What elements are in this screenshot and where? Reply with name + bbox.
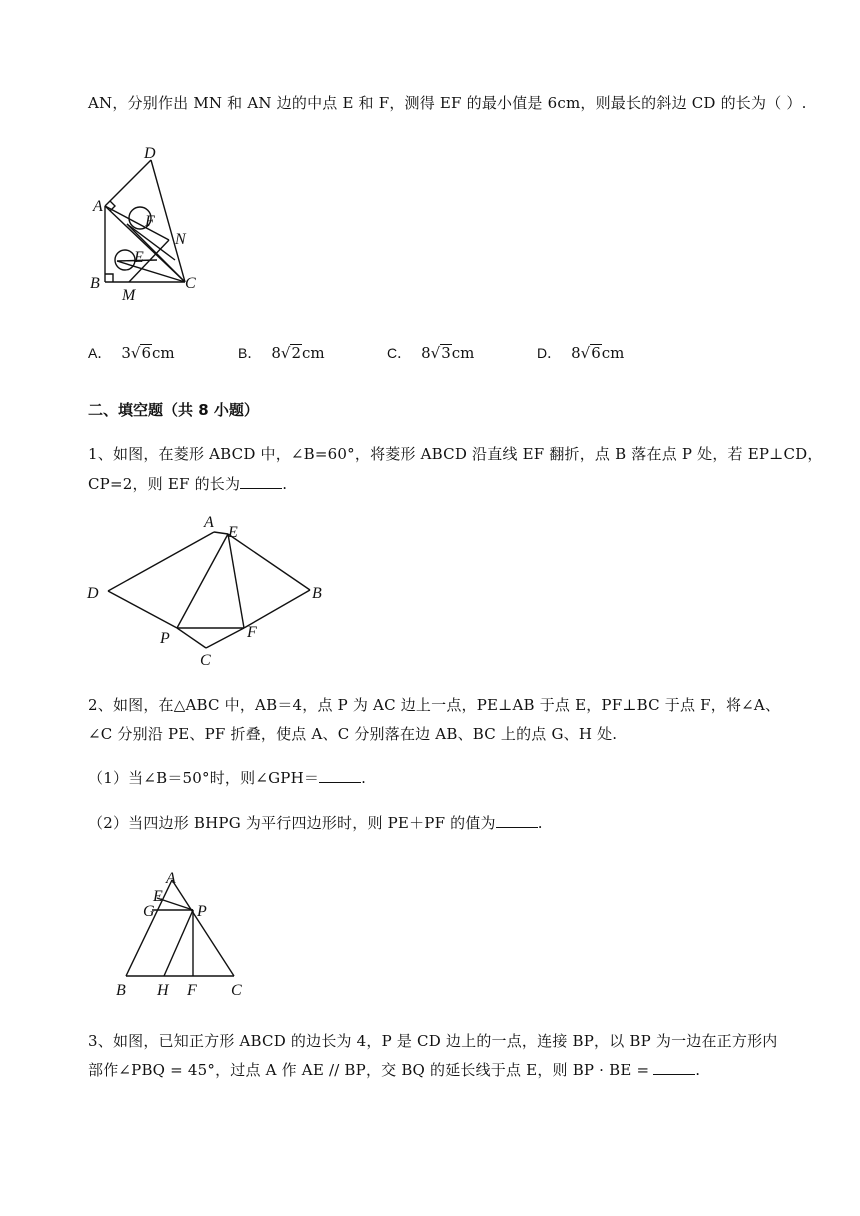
label-p: P bbox=[197, 903, 207, 920]
q2-line2: ∠C 分别沿 PE、PF 折叠，使点 A、C 分别落在边 AB、BC 上的点 G、H 处. bbox=[88, 725, 618, 743]
figure-triangle bbox=[110, 868, 250, 1000]
q2-sub1: （1）当∠B＝50°时，则∠GPH＝ . bbox=[88, 769, 367, 787]
label-a: A bbox=[93, 198, 103, 215]
q1-line1: 1、如图，在菱形 ABCD 中，∠B=60°，将菱形 ABCD 沿直线 EF 翻折，点 B 落在点 P 处，若 EP⊥CD， bbox=[88, 445, 823, 463]
label-c: C bbox=[200, 652, 211, 669]
label-b: B bbox=[90, 275, 100, 292]
q2-line1: 2、如图，在△ABC 中，AB＝4，点 P 为 AC 边上一点，PE⊥AB 于点 E，PF⊥BC 于点 F，将∠A、 bbox=[88, 696, 781, 714]
label-d: D bbox=[87, 585, 99, 602]
section-title: 二、填空题（共 8 小题） bbox=[88, 401, 259, 419]
label-e: E bbox=[153, 888, 163, 905]
label-a: A bbox=[204, 514, 214, 531]
option-b[interactable]: B． 8√2cm bbox=[238, 344, 325, 362]
label-c: C bbox=[231, 982, 242, 999]
label-f: F bbox=[247, 624, 257, 641]
label-m: M bbox=[122, 287, 136, 304]
q3-answer-blank[interactable] bbox=[653, 1074, 695, 1075]
label-h: H bbox=[157, 982, 169, 999]
q2-answer-blank-2[interactable] bbox=[496, 827, 538, 828]
option-a[interactable]: A． 3√6cm bbox=[88, 344, 175, 362]
q2-answer-blank-1[interactable] bbox=[319, 782, 361, 783]
option-d[interactable]: D． 8√6cm bbox=[537, 344, 625, 362]
question-continuation: AN，分别作出 MN 和 AN 边的中点 E 和 F，测得 EF 的最小值是 6cm，则最长的斜边 CD 的长为（ ）. bbox=[88, 94, 807, 112]
label-f: F bbox=[187, 982, 197, 999]
q1-line2: CP=2，则 EF 的长为 . bbox=[88, 475, 288, 493]
label-p: P bbox=[160, 630, 170, 647]
label-e: E bbox=[134, 249, 144, 266]
q3-line2: 部作∠PBQ = 45°，过点 A 作 AE // BP，交 BQ 的延长线于点 E，则 BP · BE = . bbox=[88, 1061, 701, 1079]
option-c[interactable]: C． 8√3cm bbox=[387, 344, 475, 362]
label-d: D bbox=[144, 145, 156, 162]
label-f: F bbox=[145, 213, 155, 230]
label-e: E bbox=[228, 524, 238, 541]
q3-line1: 3、如图，已知正方形 ABCD 的边长为 4，P 是 CD 边上的一点，连接 BP，以 BP 为一边在正方形内 bbox=[88, 1032, 778, 1050]
figure-rhombus bbox=[84, 510, 334, 670]
figure-right-triangles bbox=[85, 140, 215, 305]
label-g: G bbox=[143, 903, 155, 920]
q1-answer-blank[interactable] bbox=[240, 488, 282, 489]
label-n: N bbox=[175, 231, 186, 248]
q2-sub2: （2）当四边形 BHPG 为平行四边形时，则 PE＋PF 的值为 . bbox=[88, 814, 543, 832]
label-a: A bbox=[166, 870, 176, 887]
label-b: B bbox=[116, 982, 126, 999]
label-b: B bbox=[312, 585, 322, 602]
label-c: C bbox=[185, 275, 196, 292]
